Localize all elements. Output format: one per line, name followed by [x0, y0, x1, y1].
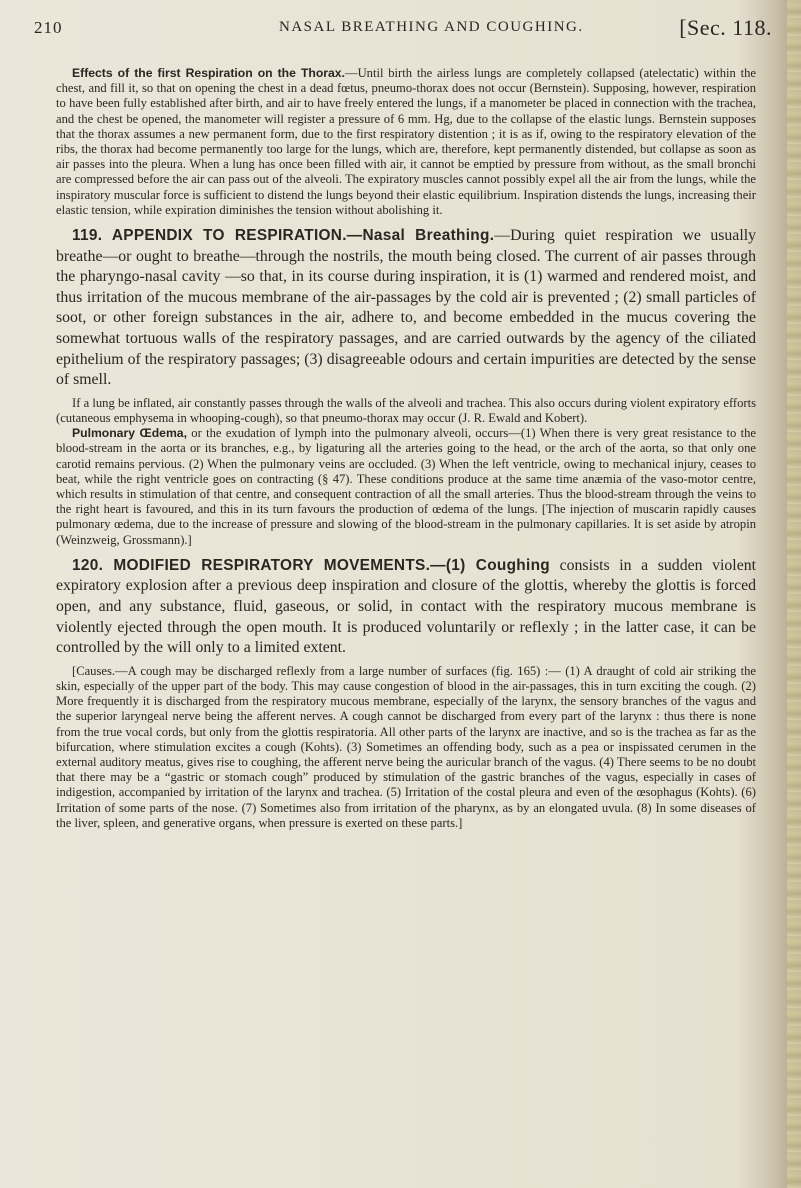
page-body — [56, 66, 756, 831]
paragraph-lead: Pulmonary Œdema, — [72, 426, 187, 441]
page-number: 210 — [34, 18, 63, 37]
section-119-nasal-breathing — [56, 226, 756, 391]
section-120-coughing — [56, 556, 756, 659]
paragraph-lead: Effects of the first Respiration on the Thorax. — [72, 66, 345, 80]
section-heading: 120. MODIFIED RESPIRATORY MOVEMENTS.—(1) Coughing — [72, 556, 550, 574]
paragraph-lung-inflation — [56, 396, 756, 426]
paragraph-text: —Until birth the airless lungs are completely collapsed (atelectatic) within the chest, and fill it, so that on opening the chest in a dead fœtus, pneumo-thorax does not occur (Bernstein). Supposing, however, respiration to have been fully established after birth, and air to have freely entered the lungs, if a manometer be placed in connection with the trachea, and the chest be opened, the manometer will register a pressure of 6 mm. Hg, due to the collapse of the elastic lungs. Bernstein supposes that the thorax assumes a new permanent form, due to the first respiratory distention ; it is as if, owing to the respiratory elevation of the ribs, the thorax had become permanently too large for the lungs, which are, therefore, kept permanently distended, but collapse as soon as air passes into the pleura. When a lung has once been filled with air, it cannot be emptied by pressure from without, as the small bronchi are compressed before the air can pass out of the alveoli. The expiratory muscles cannot possibly expel all the air from the lungs, while the inspiratory muscular force is sufficient to distend the lungs beyond their elastic equilibrium. Inspiration distends the lungs, increasing their elastic tension, while expiration diminishes the tension without abolishing it. — [56, 66, 756, 217]
running-title: NASAL BREATHING AND COUGHING. — [279, 19, 584, 35]
paragraph-text: consists in a sudden violent expiratory explosion after a previous deep inspiration and closure of the glottis, whereby the glottis is forced open, and any substance, fluid, gaseous, or solid, in contact with the respiratory mucous membrane is violently ejected through the open mouth. It is produced voluntarily or reflexly ; in the latter case, it can be controlled by the will only to a limited extent. — [56, 556, 756, 657]
paragraph-first-respiration — [56, 66, 756, 218]
paragraph-text: [Causes.—A cough may be discharged reflexly from a large number of surfaces (fig. 165) :— (1) A draught of cold air striking the skin, especially of the upper part of the body. This may cause congestion of blood in the air-passages, this in turn exciting the cough. (2) More frequently it is discharged from the respiratory mucous membrane, especially of the larynx, the sensory branches of the vagus and the superior laryngeal nerve being the afferent nerves. A cough cannot be discharged from every part of the larynx : thus there is none from the true vocal cords, but only from the glottis respiratoria. All other parts of the larynx are inactive, and so is the trachea as far as the bifurcation, where stimulation excites a cough (Kohts). (3) Sometimes an offending body, such as a pea or inspissated cerumen in the external auditory meatus, gives rise to coughing, the afferent nerve being the auricular branch of the vagus. (4) There seems to be no doubt that there may be a “gastric or stomach cough” produced by stimulation of the gastric branches of the vagus, especially in cases of indigestion, accompanied by irritation of the larynx and trachea. (5) Irritation of the costal pleura and even of the œsophagus (Kohts). (6) Irritation of some parts of the nose. (7) Sometimes also from irritation of the pharynx, as by an elongated uvula. (8) In some diseases of the liver, spleen, and generative organs, when pressure is exerted on these parts.] — [56, 663, 756, 830]
paragraph-text: —During quiet respiration we usually breathe—or ought to breathe—through the nostrils, the mouth being closed. The current of air passes through the pharyngo-nasal cavity —so that, in its course during inspiration, it is (1) warmed and rendered moist, and thus irritation of the mucous membrane of the air-passages by the cold air is prevented ; (2) small particles of soot, or other foreign substances in the air, adhere to, and become embedded in the mucus covering the somewhat tortuous walls of the respiratory passages, and are carried outwards by the agency of the ciliated epithelium of the respiratory passages; (3) disagreeable odours and certain impurities are detected by the sense of smell. — [56, 227, 756, 389]
section-reference: [Sec. 118. — [679, 15, 772, 40]
paragraph-text: If a lung be inflated, air constantly passes through the walls of the alveoli and trachea. This also occurs during violent expiratory efforts (cutaneous emphysema in whooping-cough), so that pneumo-thorax may occur (J. R. Ewald and Kobert). — [56, 395, 756, 425]
paragraph-pulmonary-oedema — [56, 426, 756, 548]
paragraph-text: or the exudation of lymph into the pulmonary alveoli, occurs—(1) When there is very great resistance to the blood-stream in the aorta or its branches, e.g., by ligaturing all the arteries going to the head, or the arch of the aorta, so that only one carotid remains pervious. (2) When the pulmonary veins are occluded. (3) When the left ventricle, owing to mechanical injury, ceases to beat, while the right ventricle goes on contracting (§ 47). These conditions produce at the same time anæmia of the vaso-motor centre, which results in stimulation of that centre, and consequent contraction of all the small arteries. Thus the blood-stream through the veins to the right heart is favoured, and this in its turn favours the production of œdema of the lungs. [The injection of muscarin rapidly causes pulmonary œdema, due to the increase of pressure and slowing of the blood-stream in the pulmonary capillaries. It is set aside by atropin (Weinzweig, Grossmann).] — [56, 426, 756, 547]
page-edge — [787, 0, 801, 1188]
paragraph-causes — [56, 664, 756, 831]
page-header — [34, 15, 772, 58]
section-heading: 119. APPENDIX TO RESPIRATION.—Nasal Breathing. — [72, 227, 495, 245]
